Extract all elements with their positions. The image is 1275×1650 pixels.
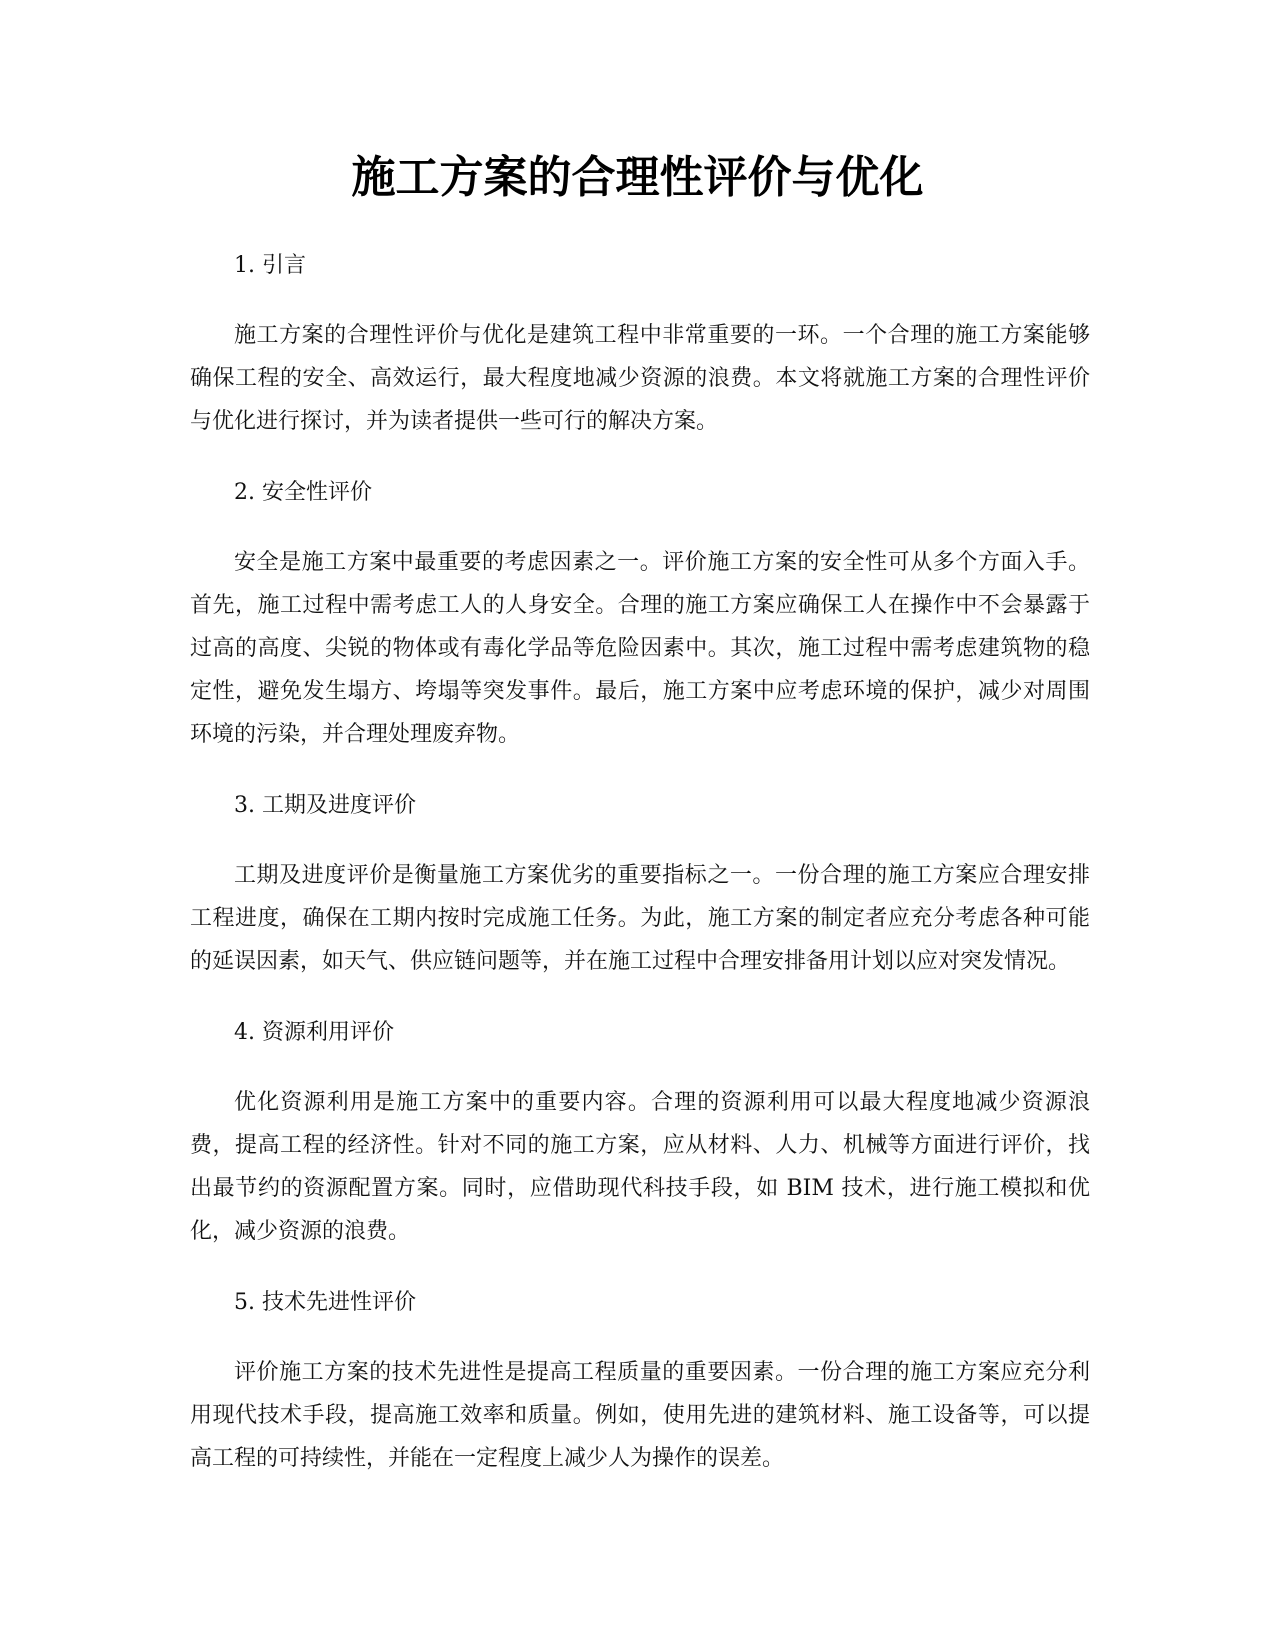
section-paragraph: 评价施工方案的技术先进性是提高工程质量的重要因素。一份合理的施工方案应充分利用现代技术手段，提高施工效率和质量。例如，使用先进的建筑材料、施工设备等，可以提高工程的可持续性，并能在一定程度上减少人为操作的误差。 [190, 1360, 1090, 1471]
section-heading: 4. 资源利用评价 [234, 1020, 394, 1045]
section-resource-evaluation [190, 1011, 1090, 1253]
section-schedule-evaluation [190, 784, 1090, 983]
section-heading: 5. 技术先进性评价 [234, 1290, 416, 1315]
section-paragraph: 施工方案的合理性评价与优化是建筑工程中非常重要的一环。一个合理的施工方案能够确保工程的安全、高效运行，最大程度地减少资源的浪费。本文将就施工方案的合理性评价与优化进行探讨，并为读者提供一些可行的解决方案。 [190, 323, 1090, 434]
section-paragraph: 优化资源利用是施工方案中的重要内容。合理的资源利用可以最大程度地减少资源浪费，提高工程的经济性。针对不同的施工方案，应从材料、人力、机械等方面进行评价，找出最节约的资源配置方案。同时，应借助现代科技手段，如 BIM 技术，进行施工模拟和优化，减少资源的浪费。 [190, 1090, 1090, 1244]
section-paragraph: 工期及进度评价是衡量施工方案优劣的重要指标之一。一份合理的施工方案应合理安排工程进度，确保在工期内按时完成施工任务。为此，施工方案的制定者应充分考虑各种可能的延误因素，如天气、供应链问题等，并在施工过程中合理安排备用计划以应对突发情况。 [190, 863, 1090, 974]
document-title: 施工方案的合理性评价与优化 [351, 152, 924, 203]
section-heading: 1. 引言 [234, 253, 306, 278]
section-heading: 3. 工期及进度评价 [234, 793, 416, 818]
section-heading: 2. 安全性评价 [234, 480, 372, 505]
section-technology-evaluation [190, 1281, 1090, 1480]
section-safety-evaluation [190, 471, 1090, 756]
document-body [190, 244, 1090, 1480]
section-introduction [190, 244, 1090, 443]
section-paragraph: 安全是施工方案中最重要的考虑因素之一。评价施工方案的安全性可从多个方面入手。首先，施工过程中需考虑工人的人身安全。合理的施工方案应确保工人在操作中不会暴露于过高的高度、尖锐的物体或有毒化学品等危险因素中。其次，施工过程中需考虑建筑物的稳定性，避免发生塌方、垮塌等突发事件。最后，施工方案中应考虑环境的保护，减少对周围环境的污染，并合理处理废弃物。 [190, 550, 1090, 747]
